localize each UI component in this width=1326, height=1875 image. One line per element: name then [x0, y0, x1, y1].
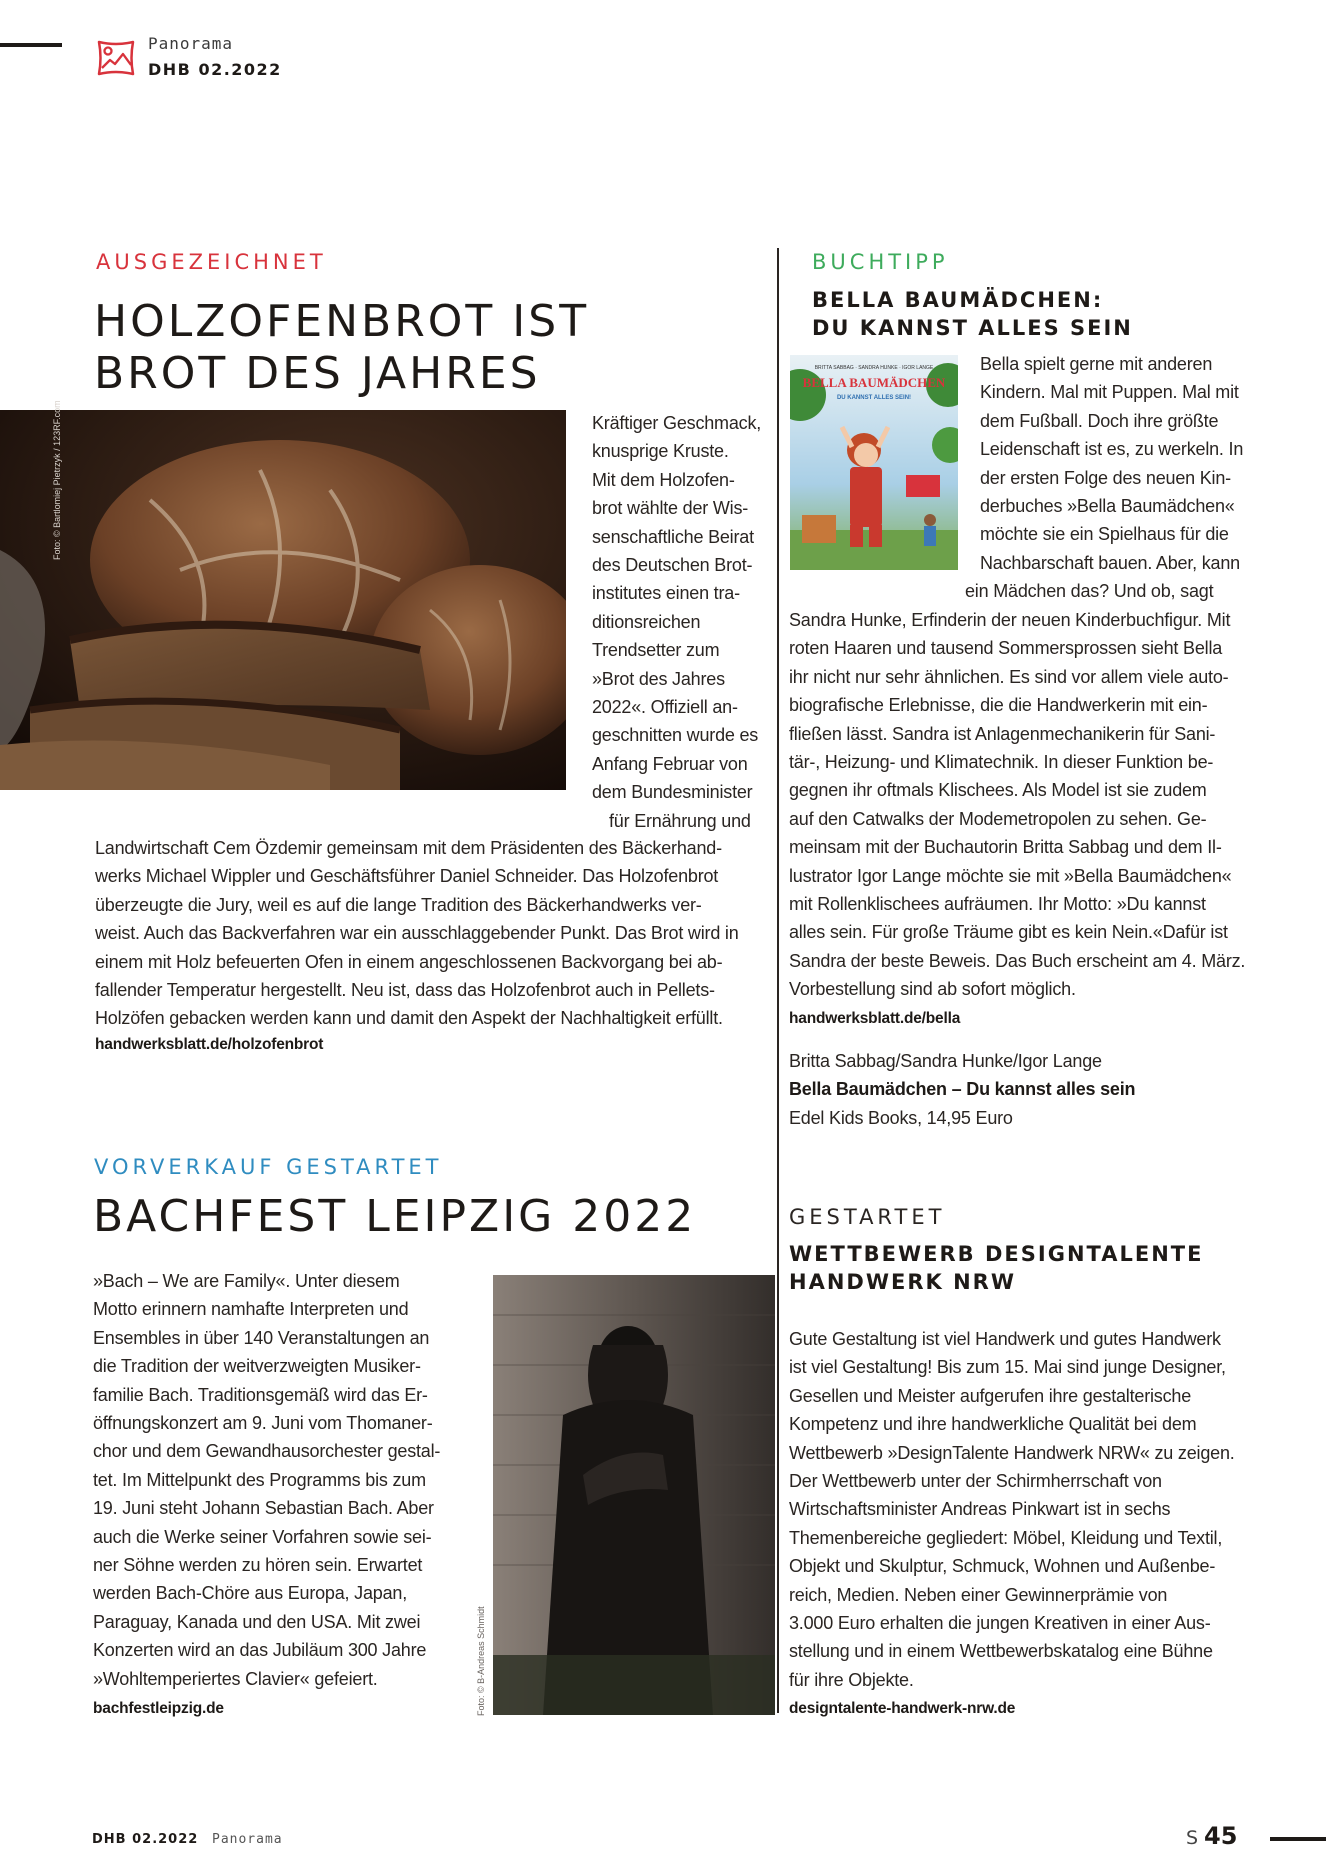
headline-line: HOLZOFENBROT IST: [94, 296, 590, 347]
article-link[interactable]: handwerksblatt.de/bella: [789, 1010, 961, 1027]
photo-credit: Foto: © B-Andreas Schmidt: [476, 1606, 486, 1716]
body-line: Motto erinnern namhafte Interpreten und: [93, 1299, 409, 1320]
body-line: knusprige Kruste.: [592, 441, 729, 462]
body-line: der ersten Folge des neuen Kin-: [980, 467, 1231, 488]
svg-text:BRITTA SABBAG · SANDRA HUNKE ·: BRITTA SABBAG · SANDRA HUNKE · IGOR LANGE: [814, 365, 934, 371]
article-link[interactable]: bachfestleipzig.de: [93, 1700, 224, 1717]
body-line: ditionsreichen: [592, 611, 701, 632]
svg-text:DU KANNST ALLES SEIN!: DU KANNST ALLES SEIN!: [836, 395, 912, 401]
body-line: Gute Gestaltung ist viel Handwerk und gutes Handwerk: [789, 1329, 1221, 1349]
article-body-side: [592, 409, 761, 835]
body-line: senschaftliche Beirat: [592, 526, 754, 547]
body-line: Kräftiger Geschmack,: [592, 413, 762, 433]
body-line: Mit dem Holzofen-: [592, 469, 735, 490]
body-line: ist viel Gestaltung! Bis zum 15. Mai sind junge Designer,: [789, 1357, 1226, 1378]
body-line: fließen lässt. Sandra ist Anlagenmechanikerin für Sani-: [789, 723, 1216, 744]
body-line: Landwirtschaft Cem Özdemir gemeinsam mit dem Präsidenten des Bäckerhand-: [95, 838, 722, 858]
bach-statue-illustration: [493, 1275, 775, 1715]
book-cover-illustration: [790, 355, 958, 570]
headline-line: BROT DES JAHRES: [94, 348, 541, 399]
body-line: roten Haaren und tausend Sommersprossen sieht Bella: [789, 638, 1223, 659]
body-line: lustrator Igor Lange möchte sie mit »Bella Baumädchen«: [789, 865, 1232, 886]
body-line: alles sein. Für große Träume gibt es kein Nein.«Dafür ist: [789, 922, 1228, 943]
body-line: ner Söhne werden zu hören sein. Erwartet: [93, 1555, 423, 1576]
body-line: überzeugte die Jury, weil es auf die lange Tradition des Bäckerhandwerks ver-: [95, 894, 702, 915]
body-line: auf den Catwalks der Modemetropolen zu sehen. Ge-: [789, 808, 1207, 829]
body-line: werden Bach-Chöre aus Europa, Japan,: [93, 1583, 407, 1604]
body-line: dem Bundesminister: [592, 782, 753, 803]
article-link[interactable]: handwerksblatt.de/holzofenbrot: [95, 1036, 324, 1053]
body-line: für Ernährung und: [609, 810, 751, 831]
bread-illustration: [0, 410, 566, 790]
photo-credit: Foto: © Bartlomiej Pietrzyk / 123RF.com: [52, 400, 62, 560]
body-line: möchte sie ein Spielhaus für die: [980, 524, 1229, 545]
header-section-label: Panorama: [148, 34, 234, 53]
body-line: tär-, Heizung- und Klimatechnik. In dieser Funktion be-: [789, 752, 1214, 773]
body-line: reich, Medien. Neben einer Gewinnerprämie von: [789, 1584, 1168, 1605]
book-info: [789, 1047, 1135, 1132]
body-line: Paraguay, Kanada und den USA. Mit zwei: [93, 1611, 421, 1632]
book-authors: Britta Sabbag/Sandra Hunke/Igor Lange: [789, 1051, 1102, 1071]
headline-line: HANDWERK NRW: [789, 1270, 1017, 1294]
page-number: 45: [1204, 1822, 1238, 1850]
body-line: geschnitten wurde es: [592, 725, 759, 746]
body-line: Sandra Hunke, Erfinderin der neuen Kinderbuchfigur. Mit: [789, 610, 1231, 630]
body-line: stellung und in einem Wettbewerbskatalog eine Bühne: [789, 1641, 1213, 1662]
body-line: 2022«. Offiziell an-: [592, 697, 738, 718]
body-line: ihr nicht nur sehr ähnlichen. Es sind vor allem viele auto-: [789, 666, 1229, 687]
body-line: Wirtschaftsminister Andreas Pinkwart ist in sechs: [789, 1499, 1171, 1520]
body-line: familie Bach. Traditionsgemäß wird das Er-: [93, 1384, 428, 1405]
article-body: [93, 1267, 440, 1693]
headline-line: DU KANNST ALLES SEIN: [812, 316, 1133, 340]
body-line: Anfang Februar von: [592, 753, 748, 774]
body-line: 3.000 Euro erhalten die jungen Kreativen in einer Aus-: [789, 1613, 1211, 1634]
body-line: »Bach – We are Family«. Unter diesem: [93, 1271, 400, 1291]
article-headline: [94, 296, 589, 400]
book-title: Bella Baumädchen – Du kannst alles sein: [789, 1079, 1136, 1100]
body-line: Konzerten wird an das Jubiläum 300 Jahre: [93, 1640, 427, 1661]
footer-issue-label: DHB 02.2022: [92, 1832, 199, 1847]
body-line: Holzöfen gebacken werden kann und damit den Aspekt der Nachhaltigkeit erfüllt.: [95, 1008, 723, 1029]
body-line: Trendsetter zum: [592, 640, 720, 661]
body-line: Bella spielt gerne mit anderen: [980, 354, 1213, 374]
svg-text:BELLA BAUMÄDCHEN: BELLA BAUMÄDCHEN: [802, 375, 946, 390]
article-body: [789, 1325, 1235, 1694]
article-headline: [812, 286, 1133, 342]
body-line: weist. Auch das Backverfahren war ein ausschlaggebender Punkt. Das Brot wird in: [95, 923, 739, 944]
body-line: Gesellen und Meister aufgerufen ihre gestalterische: [789, 1385, 1192, 1406]
body-line: 19. Juni steht Johann Sebastian Bach. Aber: [93, 1498, 434, 1519]
article-headline: [789, 1240, 1203, 1296]
article-body-side: [965, 350, 1244, 606]
body-line: derbuches »Bella Baumädchen«: [980, 496, 1235, 517]
body-line: biografische Erlebnisse, die die Handwerkerin mit ein-: [789, 695, 1208, 716]
headline-line: BELLA BAUMÄDCHEN:: [812, 288, 1104, 312]
body-line: fallender Temperatur hergestellt. Neu ist, dass das Holzofenbrot auch in Pellets-: [95, 980, 715, 1001]
body-line: Kompetenz und ihre handwerkliche Qualität bei dem: [789, 1414, 1197, 1435]
body-line: dem Fußball. Doch ihre größte: [980, 410, 1219, 431]
body-line: Themenbereiche gegliedert: Möbel, Kleidung und Textil,: [789, 1527, 1223, 1548]
body-line: institutes einen tra-: [592, 583, 740, 604]
article-link[interactable]: designtalente-handwerk-nrw.de: [789, 1700, 1016, 1717]
body-line: für ihre Objekte.: [789, 1669, 914, 1690]
body-line: chor und dem Gewandhausorchester gestal-: [93, 1441, 441, 1462]
body-line: Kindern. Mal mit Puppen. Mal mit: [980, 382, 1239, 403]
body-line: des Deutschen Brot-: [592, 555, 753, 576]
bread-photo: [0, 410, 566, 790]
bach-statue-photo: [493, 1275, 775, 1715]
body-line: Ensembles in über 140 Veranstaltungen an: [93, 1327, 430, 1348]
body-line: »Wohltemperiertes Clavier« gefeiert.: [93, 1668, 378, 1689]
book-publisher-price: Edel Kids Books, 14,95 Euro: [789, 1107, 1013, 1128]
book-cover: [790, 355, 958, 570]
body-line: werks Michael Wippler und Geschäftsführer Daniel Schneider. Das Holzofenbrot: [95, 866, 719, 887]
page-prefix: S: [1186, 1827, 1199, 1849]
body-line: Objekt und Skulptur, Schmuck, Wohnen und Außenbe-: [789, 1556, 1216, 1577]
body-line: meinsam mit der Buchautorin Britta Sabbag und dem Il-: [789, 837, 1222, 858]
article-kicker: AUSGEZEICHNET: [96, 250, 327, 274]
body-line: ein Mädchen das? Und ob, sagt: [965, 581, 1214, 602]
body-line: mit Rollenklischees aufräumen. Ihr Motto: »Du kannst: [789, 894, 1206, 915]
body-line: Nachbarschaft bauen. Aber, kann: [980, 552, 1240, 573]
column-divider: [777, 248, 779, 1713]
body-line: Der Wettbewerb unter der Schirmherrschaft von: [789, 1471, 1162, 1492]
top-left-rule: [0, 43, 62, 47]
article-kicker: VORVERKAUF GESTARTET: [94, 1155, 443, 1179]
body-line: Wettbewerb »DesignTalente Handwerk NRW« zu zeigen.: [789, 1442, 1235, 1463]
headline-line: WETTBEWERB DESIGNTALENTE: [789, 1242, 1204, 1266]
bottom-right-rule: [1270, 1837, 1326, 1841]
body-line: Sandra der beste Beweis. Das Buch erscheint am 4. März.: [789, 950, 1246, 971]
article-headline: BACHFEST LEIPZIG 2022: [93, 1191, 697, 1242]
body-line: auch die Werke seiner Vorfahren sowie sei-: [93, 1526, 432, 1547]
footer-section-label: Panorama: [212, 1832, 283, 1847]
article-kicker: GESTARTET: [789, 1205, 946, 1229]
header-issue-label: DHB 02.2022: [148, 60, 282, 79]
body-line: Vorbestellung sind ab sofort möglich.: [789, 979, 1076, 1000]
body-line: gegnen ihr oftmals Klischees. Als Model ist sie zudem: [789, 780, 1207, 801]
body-line: einem mit Holz befeuerten Ofen in einem angeschlossenen Backvorgang bei ab-: [95, 951, 723, 972]
body-line: tet. Im Mittelpunkt des Programms bis zum: [93, 1469, 426, 1490]
body-line: öffnungskonzert am 9. Juni vom Thomaner-: [93, 1413, 433, 1434]
body-line: die Tradition der weitverzweigten Musiker-: [93, 1356, 421, 1377]
body-line: brot wählte der Wis-: [592, 498, 749, 519]
article-kicker: BUCHTIPP: [812, 250, 949, 274]
body-line: »Brot des Jahres: [592, 668, 725, 689]
article-body-full: [95, 834, 739, 1033]
body-line: Leidenschaft ist es, zu werkeln. In: [980, 439, 1244, 460]
image-icon: [95, 37, 137, 79]
article-body-full: [789, 606, 1245, 1004]
